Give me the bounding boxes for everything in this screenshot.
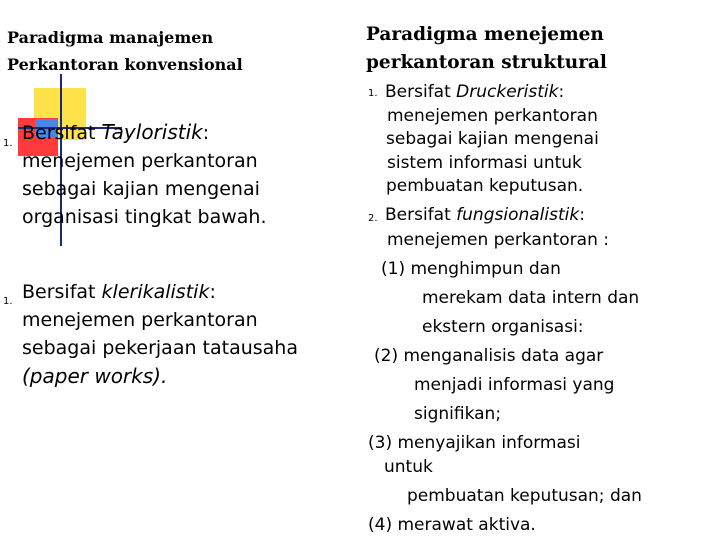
body-line: untuk xyxy=(384,457,433,477)
prefix-text: Bersifat xyxy=(22,122,102,144)
body-line: sebagai kajian mengenai xyxy=(386,129,599,149)
prefix-text: Bersifat xyxy=(22,281,102,303)
body-line: signifikan; xyxy=(414,404,502,424)
right-item1-title xyxy=(385,80,564,104)
list-marker: 1. xyxy=(368,88,378,99)
prefix-text: Bersifat xyxy=(385,82,457,102)
body-line: (4) merawat aktiva. xyxy=(368,515,536,535)
list-marker: 1. xyxy=(3,138,13,149)
body-line-closing: (paper works). xyxy=(22,364,168,388)
list-marker: 1. xyxy=(3,296,13,307)
term-text: Druckeristik xyxy=(456,82,559,102)
body-line: (3) menyajikan informasi xyxy=(368,433,581,453)
body-line: menejemen perkantoran xyxy=(22,309,258,331)
term-text: Tayloristik xyxy=(101,120,203,144)
left-heading xyxy=(7,24,307,78)
body-line: menjadi informasi yang xyxy=(414,375,615,395)
right-heading xyxy=(366,21,716,77)
list-marker: 2. xyxy=(368,213,378,224)
suffix-text: : xyxy=(202,122,210,144)
right-heading-line-2: perkantoran struktural xyxy=(366,52,607,73)
body-line: merekam data intern dan xyxy=(422,288,640,308)
body-line: menejemen perkantoran xyxy=(387,106,598,126)
left-item-taylor-title xyxy=(22,118,342,147)
right-item2-title xyxy=(385,203,585,227)
body-line: sistem informasi untuk xyxy=(387,153,582,173)
suffix-text: : xyxy=(209,281,216,303)
left-item-klerikal-title xyxy=(22,278,342,306)
left-item-klerikal xyxy=(3,278,342,390)
term-text: fungsionalistik xyxy=(456,205,580,225)
left-item-taylor xyxy=(3,118,342,231)
suffix-text: : xyxy=(579,205,585,225)
left-heading-line-1: Paradigma manajemen xyxy=(7,28,214,47)
body-line: menejemen perkantoran xyxy=(22,150,258,172)
body-line: menejemen perkantoran : xyxy=(387,230,609,250)
body-line: sebagai kajian mengenai xyxy=(22,178,260,200)
body-line: pembuatan keputusan. xyxy=(386,176,584,196)
body-line: ekstern organisasi: xyxy=(422,317,584,337)
body-line: (1) menghimpun dan xyxy=(381,259,561,279)
body-line: organisasi tingkat bawah. xyxy=(22,206,267,228)
body-line: sebagai pekerjaan tatausaha xyxy=(22,337,298,359)
left-heading-line-2: Perkantoran konvensional xyxy=(7,55,243,74)
body-line: (2) menganalisis data agar xyxy=(374,346,604,366)
suffix-text: : xyxy=(558,82,565,102)
term-text: klerikalistik xyxy=(101,281,210,303)
prefix-text: Bersifat xyxy=(385,205,457,225)
body-line: pembuatan keputusan; dan xyxy=(407,486,642,506)
right-heading-line-1: Paradigma menejemen xyxy=(366,24,604,45)
